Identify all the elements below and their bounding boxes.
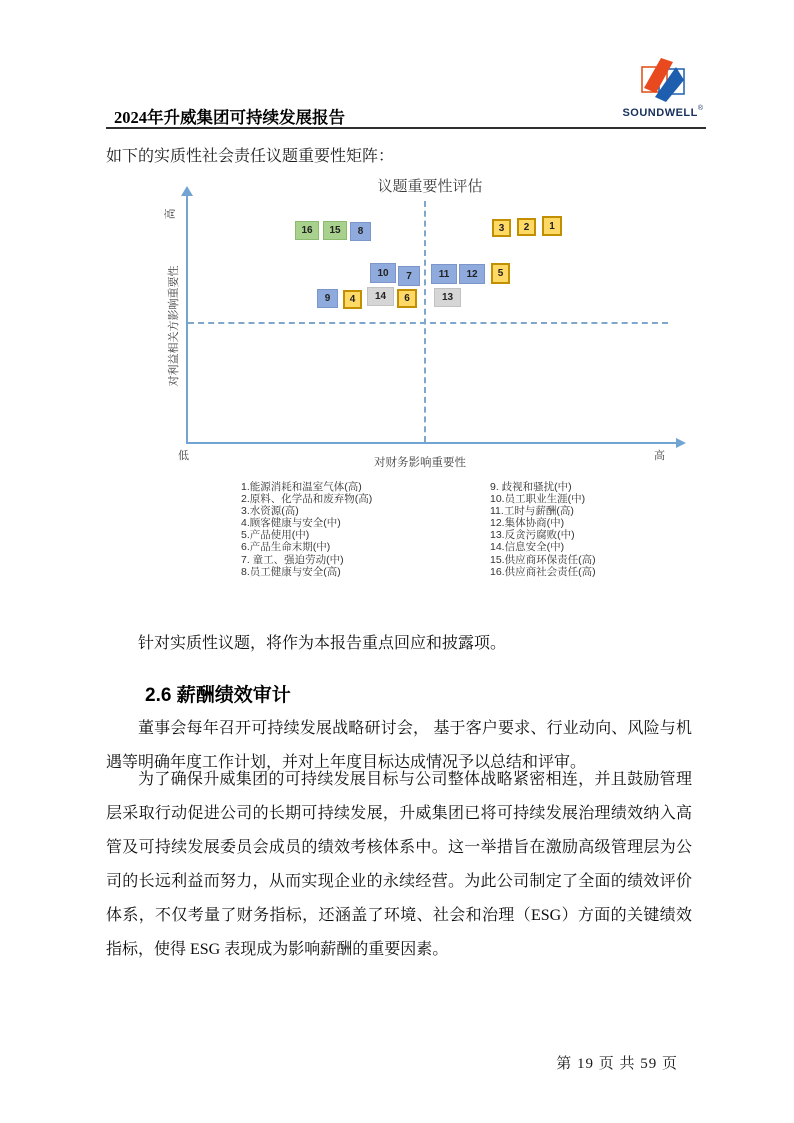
legend-item: 2.原料、化学品和废弃物(高) (241, 493, 373, 506)
x-axis-low-label: 低 (178, 450, 189, 462)
x-axis-line (186, 442, 678, 444)
legend-column-1 (241, 481, 372, 578)
legend-item: 7. 童工、强迫劳动(中) (241, 553, 344, 566)
matrix-item-1: 1 (542, 216, 562, 236)
company-logo (620, 58, 706, 126)
paragraph-after-chart: 针对实质性议题，将作为本报告重点回应和披露项。 (138, 635, 507, 652)
y-axis-line (186, 196, 188, 444)
legend-item: 16.供应商社会责任(高) (490, 565, 596, 578)
matrix-item-2: 2 (517, 218, 536, 236)
legend-item: 3.水资源(高) (241, 505, 299, 518)
legend-item: 9. 歧视和骚扰(中) (490, 481, 572, 493)
matrix-item-3: 3 (492, 219, 511, 237)
legend-item: 10.员工职业生涯(中) (490, 493, 586, 506)
legend-item: 8.员工健康与安全(高) (241, 565, 341, 578)
legend-item: 6.产品生命末期(中) (241, 541, 331, 554)
body-paragraph-1: 董事会每年召开可持续发展战略研讨会， 基于客户要求、行业动向、风险与机遇等明确年度工作计划，并对上年度目标达成情况予以总结和评审。 (106, 720, 692, 771)
section-heading-2-6: 2.6 薪酬绩效审计 (145, 685, 291, 706)
y-axis-arrow-icon (181, 186, 193, 196)
header-divider (106, 127, 706, 129)
legend-item: 11.工时与薪酬(高) (490, 505, 574, 518)
intro-sentence: 如下的实质性社会责任议题重要性矩阵： (106, 148, 395, 165)
legend-item: 5.产品使用(中) (241, 529, 310, 542)
materiality-matrix-chart (160, 170, 720, 480)
soundwell-logo-icon (639, 58, 687, 103)
chart-title: 议题重要性评估 (377, 178, 483, 195)
registered-mark: ® (697, 105, 704, 112)
matrix-item-4: 4 (343, 290, 362, 309)
legend-item: 4.顾客健康与安全(中) (241, 517, 341, 530)
logo-wordmark (620, 105, 706, 119)
page-number: 第 19 页 共 59 页 (556, 1056, 678, 1072)
matrix-item-11: 11 (431, 264, 457, 284)
matrix-item-9: 9 (317, 289, 338, 308)
logo-wordmark-text: SOUNDWELL (622, 107, 698, 119)
matrix-item-16: 16 (295, 221, 319, 240)
matrix-item-12: 12 (459, 264, 485, 284)
matrix-item-8: 8 (350, 222, 371, 241)
report-title: 2024年升威集团可持续发展报告 (114, 108, 345, 127)
x-axis-title: 对财务影响重要性 (374, 457, 466, 469)
matrix-item-5: 5 (491, 263, 510, 284)
matrix-item-10: 10 (370, 263, 396, 283)
legend-item: 14.信息安全(中) (490, 541, 565, 554)
x-axis-arrow-icon (676, 438, 686, 448)
horizontal-dashed-divider (188, 322, 668, 324)
legend-column-2 (490, 481, 596, 578)
x-axis-high-label: 高 (654, 450, 665, 462)
matrix-item-13: 13 (434, 288, 461, 307)
matrix-item-15: 15 (323, 221, 347, 240)
legend-item: 1.能源消耗和温室气体(高) (241, 481, 362, 493)
legend-item: 13.反贪污腐败(中) (490, 529, 575, 542)
y-axis-high-label: 高 (164, 208, 177, 220)
legend-item: 15.供应商环保责任(高) (490, 553, 596, 566)
matrix-item-14: 14 (367, 287, 394, 306)
matrix-item-6: 6 (397, 289, 417, 308)
legend-item: 12.集体协商(中) (490, 517, 565, 530)
y-axis-title: 对利益相关方影响重要性 (168, 265, 180, 387)
body-paragraph-2: 为了确保升威集团的可持续发展目标与公司整体战略紧密相连，并且鼓励管理层采取行动促进公司的长期可持续发展，升威集团已将可持续发展治理绩效纳入高管及可持续发展委员会成员的绩效考核体系中。这一举措旨在激励高级管理层为公司的长远利益而努力，从而实现企业的永续经营。为此公司制定了全面的绩效评价体系，不仅考量了财务指标，还涵盖了环境、社会和治理（ESG）方面的关键绩效指标，使得 ESG 表现成为影响薪酬的重要因素。 (106, 771, 692, 958)
matrix-item-7: 7 (398, 266, 420, 286)
